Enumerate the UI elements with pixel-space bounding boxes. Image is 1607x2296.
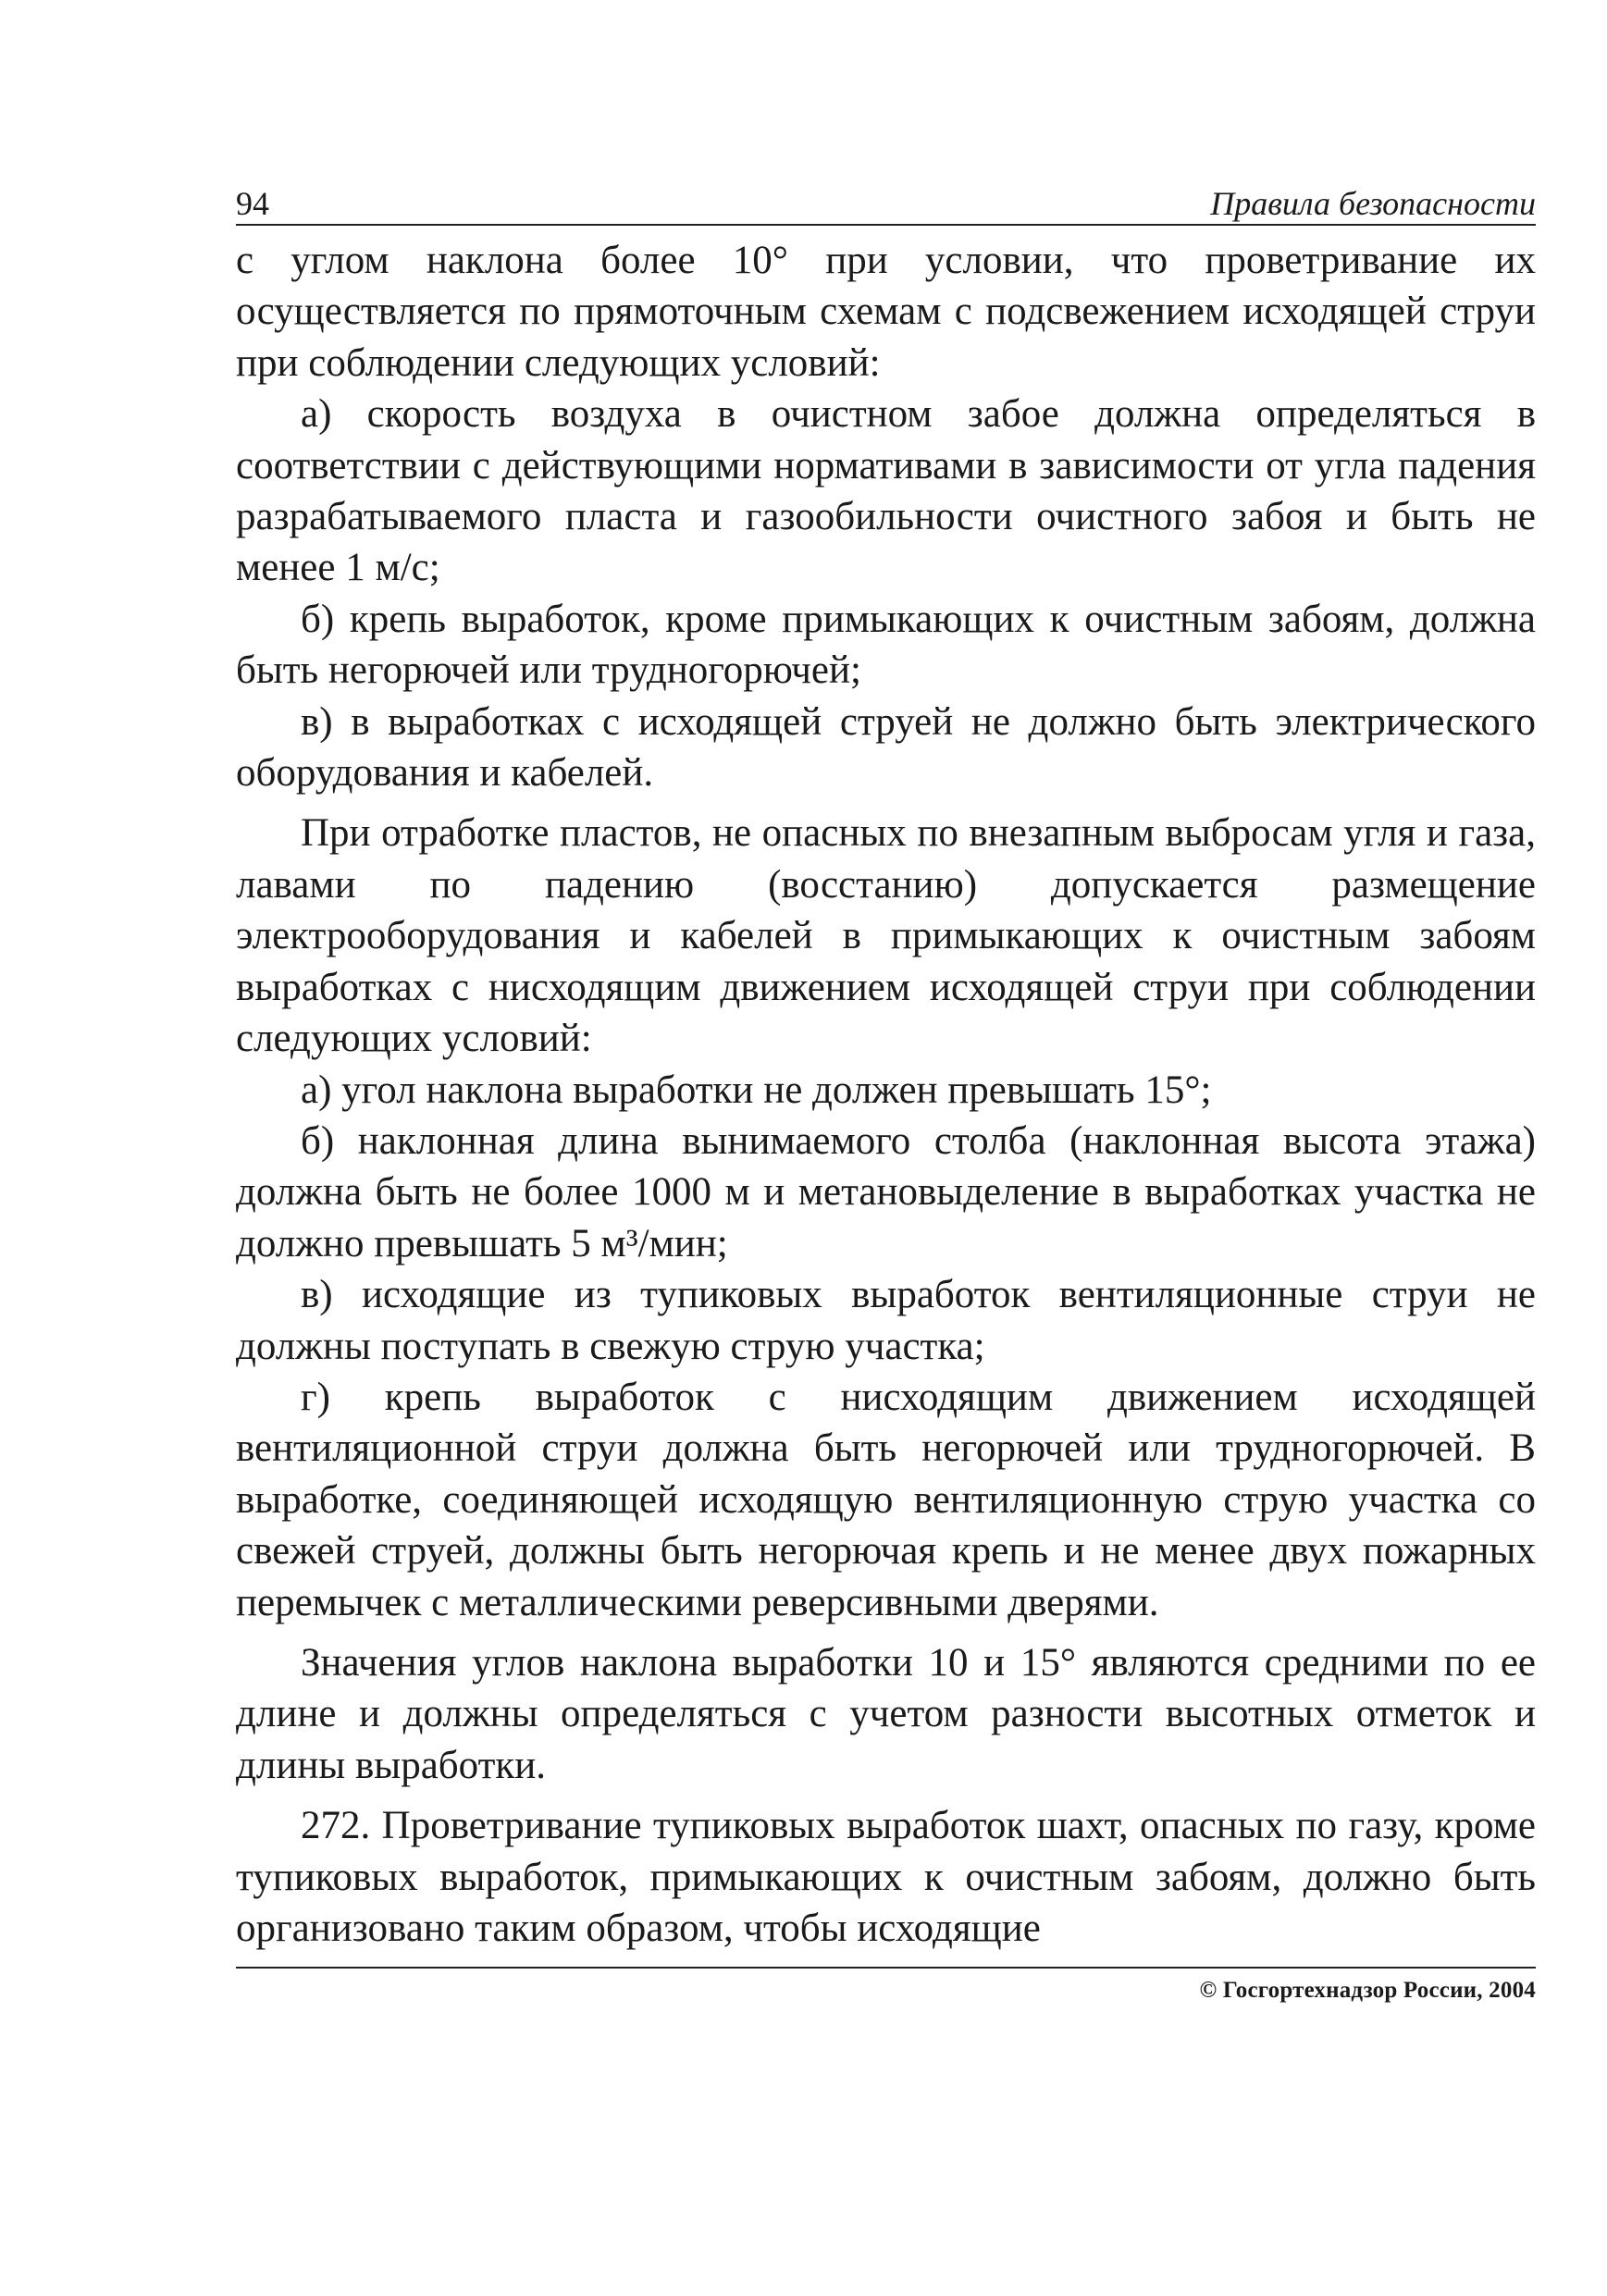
paragraph-note: Значения углов наклона выработки 10 и 15° являются средними по ее длине и должны определяться с учетом разности высотных отметок и длины выработки. bbox=[236, 1640, 1536, 1787]
copyright-notice: © Госгортехнадзор России, 2004 bbox=[1199, 1978, 1536, 2004]
running-header bbox=[236, 167, 1536, 226]
page-number: 94 bbox=[236, 185, 269, 222]
section-title: Правила безопасности bbox=[1210, 185, 1536, 222]
paragraph-intro: При отработке пластов, не опасных по внезапным выбросам угля и газа, лавами по падению (восстанию) допускается размещение электрооборудования и кабелей в примыкающих к очистным забоям выработках с нисходящим движением исходящей струи при соблюдении следующих условий: bbox=[236, 811, 1536, 1061]
paragraph-condition-a: а) скорость воздуха в очистном забое должна определяться в соответствии с действующими нормативами в зависимости от угла падения разрабатываемого пласта и газообильности очистного забоя и быть не менее 1 м/с; bbox=[236, 392, 1536, 590]
paragraph-item-b: б) наклонная длина вынимаемого столба (наклонная высота этажа) должна быть не более 1000 м и метановыделение в выработках участка не должно превышать 5 м³/мин; bbox=[236, 1118, 1536, 1265]
paragraph-item-d: г) крепь выработок с нисходящим движением исходящей вентиляционной струи должна быть негорючей или трудногорючей. В выработке, соединяющей исходящую вентиляционную струю участка со свежей струей, должны быть негорючая крепь и не менее двух пожарных перемычек с металлическими реверсивными дверями. bbox=[236, 1375, 1536, 1624]
body-text bbox=[236, 235, 1536, 1954]
paragraph-condition-b: б) крепь выработок, кроме примыкающих к очистным забоям, должна быть негорючей или трудногорючей; bbox=[236, 597, 1536, 693]
paragraph-item-a: а) угол наклона выработки не должен превышать 15°; bbox=[301, 1068, 1212, 1112]
paragraph-272: 272. Проветривание тупиковых выработок шахт, опасных по газу, кроме тупиковых выработок, примыкающих к очистным забоям, должно быть организовано таким образом, чтобы исходящие bbox=[236, 1804, 1536, 1950]
paragraph-condition-c: в) в выработках с исходящей струей не должно быть электрического оборудования и кабелей. bbox=[236, 699, 1536, 796]
document-page bbox=[236, 167, 1536, 2004]
footer-rule bbox=[236, 1967, 1536, 1969]
paragraph-item-c: в) исходящие из тупиковых выработок вентиляционные струи не должны поступать в свежую струю участка; bbox=[236, 1273, 1536, 1368]
paragraph-continuation: с углом наклона более 10° при условии, что проветривание их осуществляется по прямоточным схемам с подсвежением исходящей струи при соблюдении следующих условий: bbox=[236, 239, 1536, 385]
